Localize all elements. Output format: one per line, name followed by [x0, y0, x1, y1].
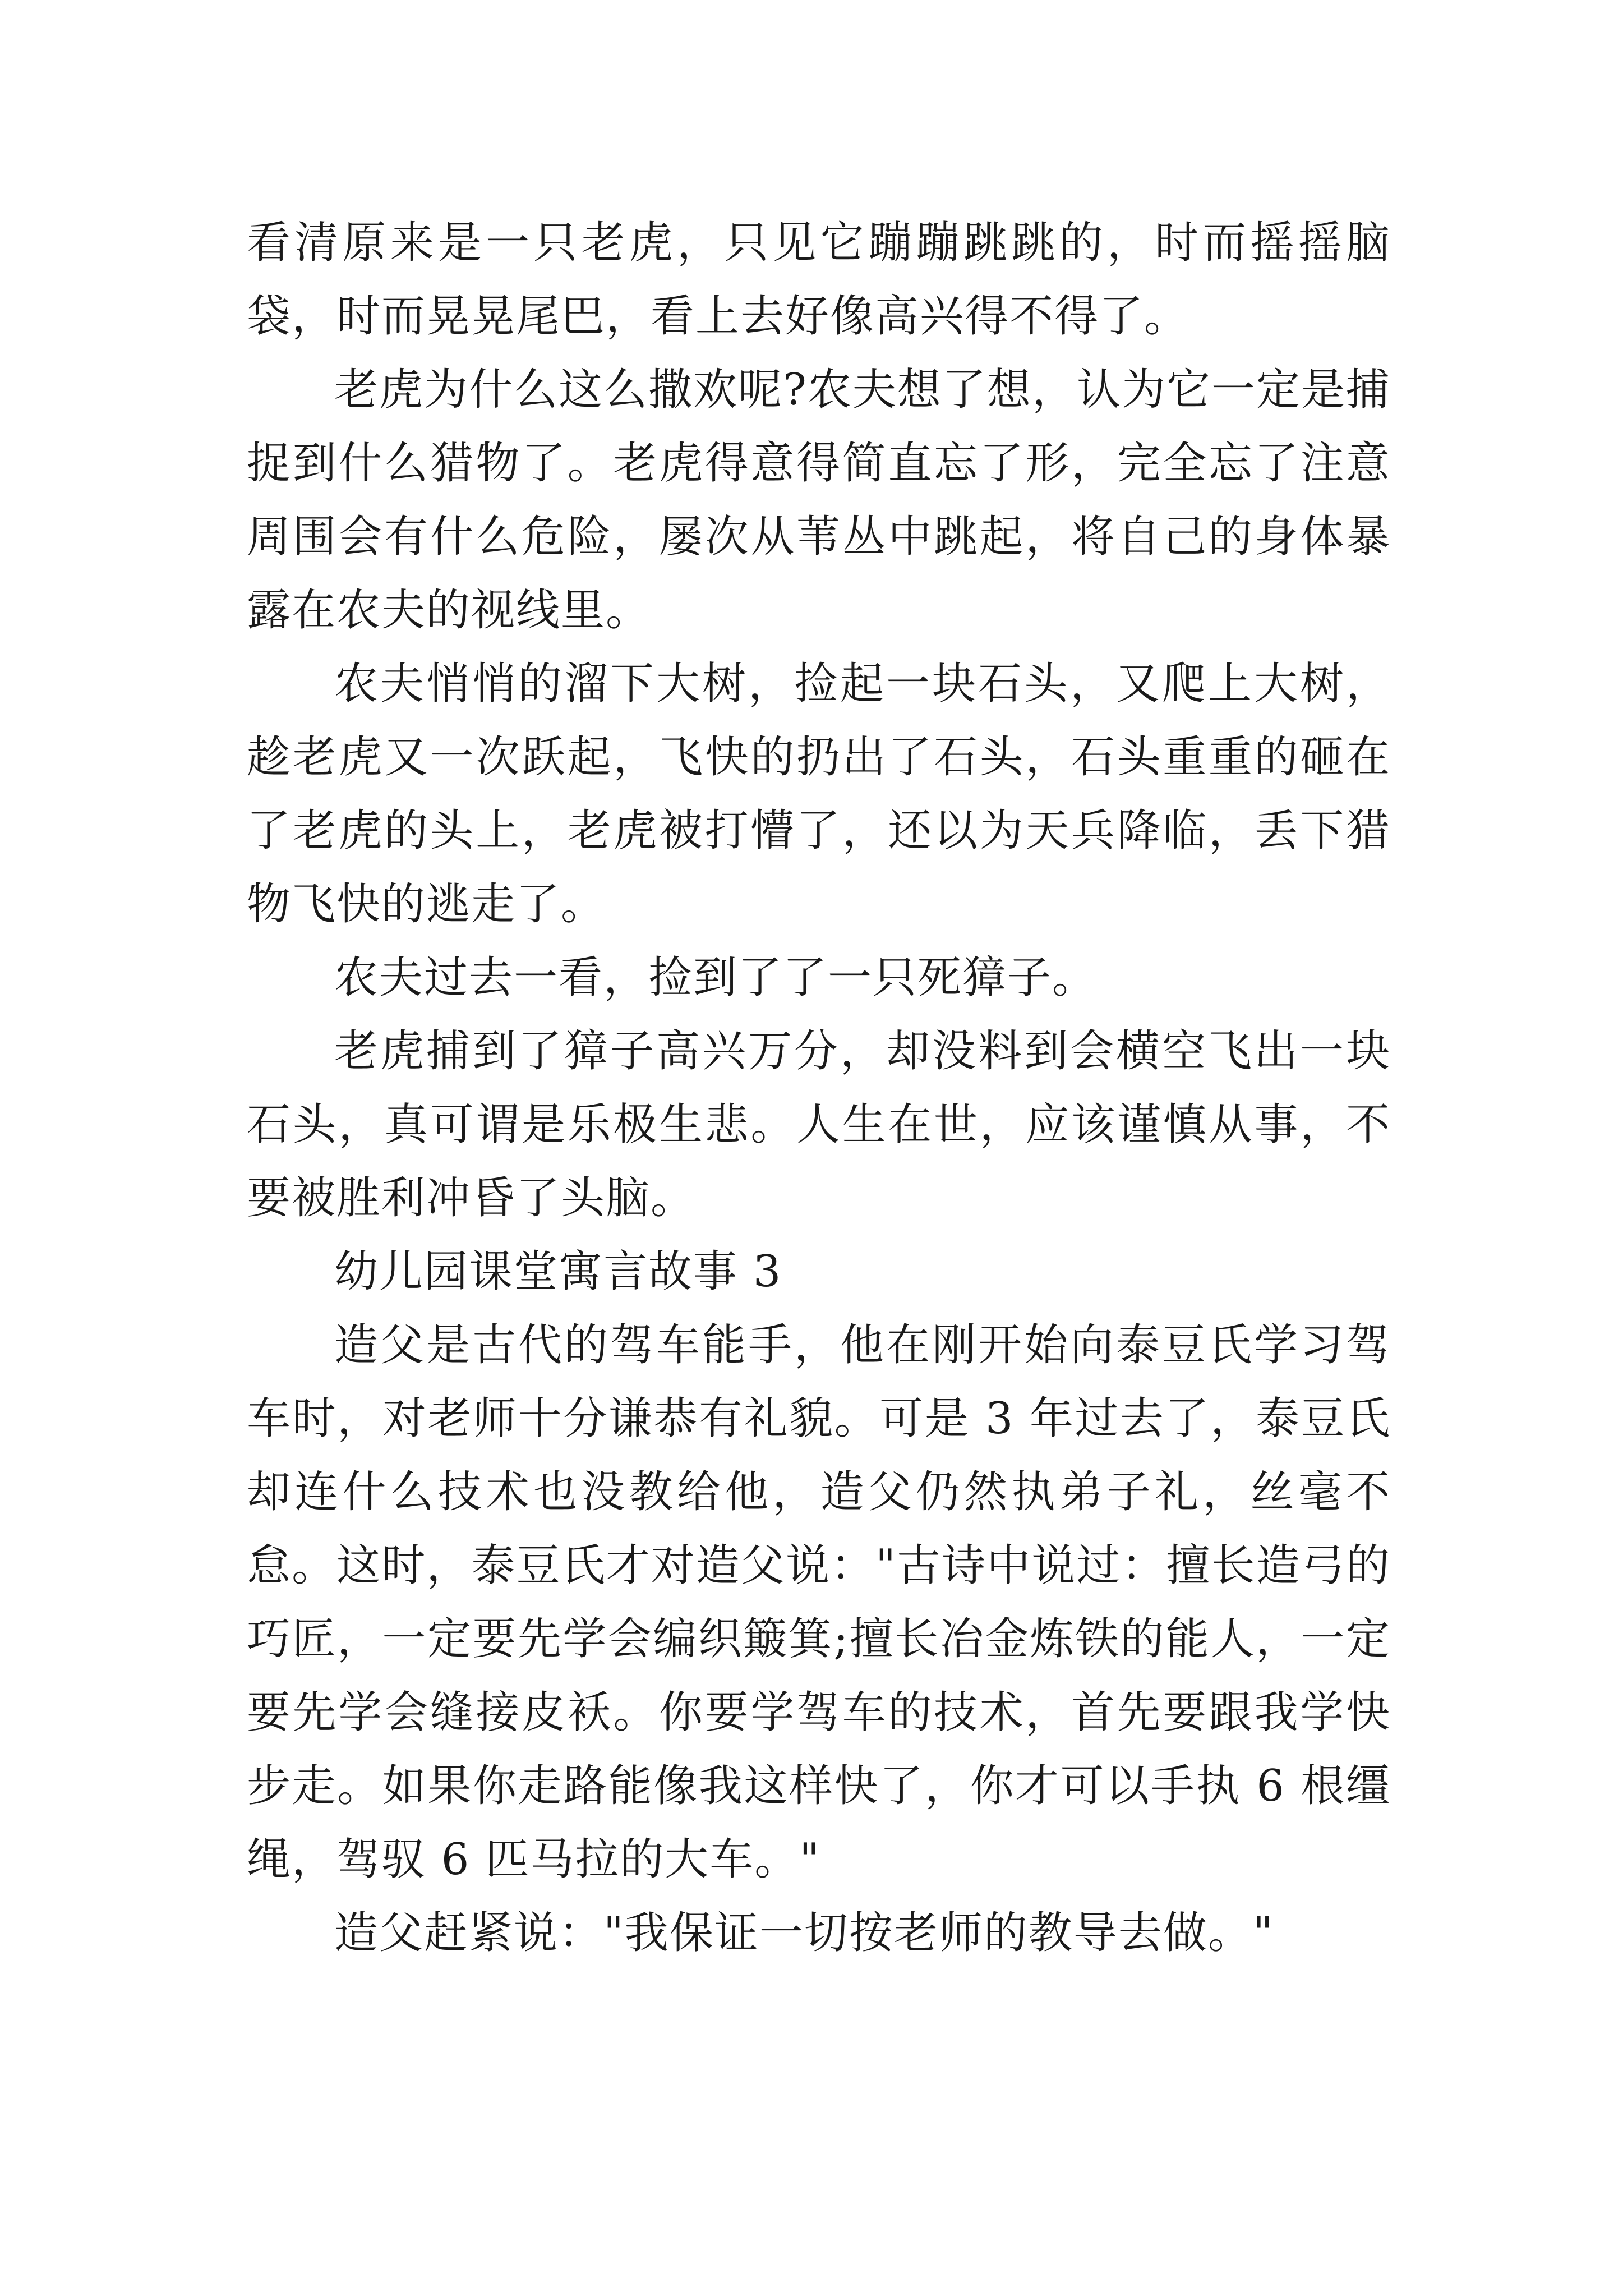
paragraph-7: 造父是古代的驾车能手，他在刚开始向泰豆氏学习驾车时，对老师十分谦恭有礼貌。可是 3 年过去了，泰豆氏却连什么技术也没教给他，造父仍然执弟子礼，丝毫不怠。这时，泰豆氏才对造父说："古诗中说过：擅长造弓的巧匠，一定要先学会编织簸箕;擅长冶金炼铁的能人，一定要先学会缝接皮袄。你要学驾车的技术，首先要跟我学快步走。如果你走路能像我这样快了，你才可以手执 6 根缰绳，驾驭 6 匹马拉的大车。" — [247, 1320, 1391, 1885]
paragraph-1: 看清原来是一只老虎，只见它蹦蹦跳跳的，时而摇摇脑袋，时而晃晃尾巴，看上去好像高兴得不得了。 — [247, 218, 1391, 342]
paragraph-5: 老虎捕到了獐子高兴万分，却没料到会横空飞出一块石头，真可谓是乐极生悲。人生在世，应该谨慎从事，不要被胜利冲昏了头脑。 — [247, 1026, 1391, 1223]
section-heading: 幼儿园课堂寓言故事 3 — [334, 1246, 782, 1297]
paragraph-3: 农夫悄悄的溜下大树，捡起一块石头，又爬上大树，趁老虎又一次跃起，飞快的扔出了石头，石头重重的砸在了老虎的头上，老虎被打懵了，还以为天兵降临，丢下猎物飞快的逃走了。 — [247, 659, 1391, 930]
paragraph-4: 农夫过去一看，捡到了了一只死獐子。 — [334, 953, 1098, 1003]
paragraph-8: 造父赶紧说："我保证一切按老师的教导去做。" — [334, 1908, 1274, 1958]
document-body — [247, 206, 1391, 1970]
paragraph-2: 老虎为什么这么撒欢呢?农夫想了想，认为它一定是捕捉到什么猎物了。老虎得意得简直忘了形，完全忘了注意周围会有什么危险，屡次从苇丛中跳起，将自己的身体暴露在农夫的视线里。 — [247, 365, 1391, 636]
